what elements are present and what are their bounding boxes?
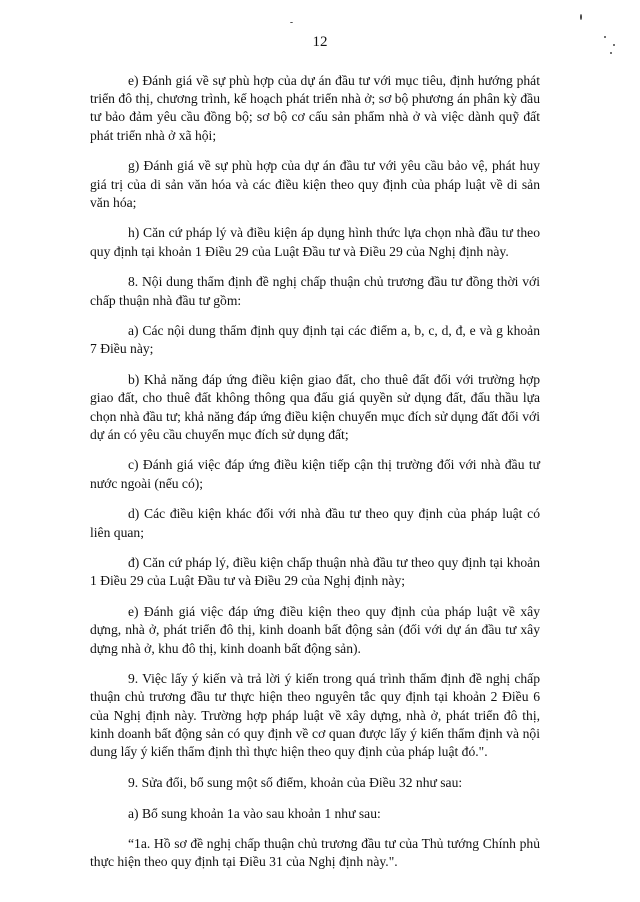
paragraph-9-consultation: 9. Việc lấy ý kiến và trả lời ý kiến trong quá trình thẩm định đề nghị chấp thuận chủ trương đầu tư thực hiện theo nguyên tắc quy định tại khoản 2 Điều 6 của Nghị định này. Trường hợp pháp luật về xây dựng, nhà ở, phát triển đô thị, kinh doanh bất động sản có quy định về cơ quan được lấy ý kiến thẩm định và nội dung lấy ý kiến thẩm định thì thực hiện theo quy định của pháp luật đó.".	[90, 671, 540, 760]
paragraph-7h: h) Căn cứ pháp lý và điều kiện áp dụng hình thức lựa chọn nhà đầu tư theo quy định tại khoản 1 Điều 29 của Luật Đầu tư và Điều 29 của Nghị định này.	[90, 225, 540, 259]
paragraph-8a: a) Các nội dung thẩm định quy định tại các điểm a, b, c, d, đ, e và g khoản 7 Điều này;	[90, 323, 540, 357]
paragraph-1a-quote: “1a. Hồ sơ đề nghị chấp thuận chủ trương đầu tư của Thủ tướng Chính phủ thực hiện theo quy định tại Điều 31 của Nghị định này.".	[90, 836, 540, 870]
paragraph-8dd: đ) Căn cứ pháp lý, điều kiện chấp thuận nhà đầu tư theo quy định tại khoản 1 Điều 29 của Luật Đầu tư và Điều 29 của Nghị định này;	[90, 555, 540, 589]
paragraph-9a: a) Bổ sung khoản 1a vào sau khoản 1 như sau:	[128, 805, 381, 821]
scan-speck	[613, 44, 615, 46]
scan-speck	[290, 22, 293, 23]
scan-speck	[610, 52, 612, 54]
paragraph-8e: e) Đánh giá việc đáp ứng điều kiện theo quy định của pháp luật về xây dựng, nhà ở, phát triển đô thị, kinh doanh bất động sản (đối với dự án đầu tư xây dựng nhà ở, khu đô thị, kinh doanh bất động sản).	[90, 604, 540, 656]
paragraph-9-amendment: 9. Sửa đổi, bổ sung một số điểm, khoản của Điều 32 như sau:	[128, 774, 463, 790]
paragraph-8c: c) Đánh giá việc đáp ứng điều kiện tiếp cận thị trường đối với nhà đầu tư nước ngoài (nếu có);	[90, 457, 540, 491]
scan-speck	[580, 14, 582, 20]
paragraph-7e: e) Đánh giá về sự phù hợp của dự án đầu tư với mục tiêu, định hướng phát triển đô thị, chương trình, kế hoạch phát triển nhà ở; sơ bộ phương án phân kỳ đầu tư bảo đảm yêu cầu đồng bộ; sơ bộ cơ cấu sản phẩm nhà ở và việc dành quỹ đất phát triển nhà ở xã hội;	[90, 73, 540, 143]
paragraph-7g: g) Đánh giá về sự phù hợp của dự án đầu tư với yêu cầu bảo vệ, phát huy giá trị của di sản văn hóa và các điều kiện theo quy định của pháp luật về di sản văn hóa;	[90, 158, 540, 210]
page-number: 12	[312, 34, 328, 50]
scan-speck	[604, 36, 606, 38]
paragraph-8d: d) Các điều kiện khác đối với nhà đầu tư theo quy định của pháp luật có liên quan;	[90, 506, 540, 540]
document-body	[90, 72, 540, 872]
paragraph-8b: b) Khả năng đáp ứng điều kiện giao đất, cho thuê đất đối với trường hợp giao đất, cho thuê đất không thông qua đấu giá quyền sử dụng đất, đấu thầu lựa chọn nhà đầu tư; khả năng đáp ứng điều kiện chuyển mục đích sử dụng đất đối với dự án có yêu cầu chuyển mục đích sử dụng đất;	[90, 372, 540, 442]
paragraph-8: 8. Nội dung thẩm định đề nghị chấp thuận chủ trương đầu tư đồng thời với chấp thuận nhà đầu tư gồm:	[90, 274, 540, 308]
